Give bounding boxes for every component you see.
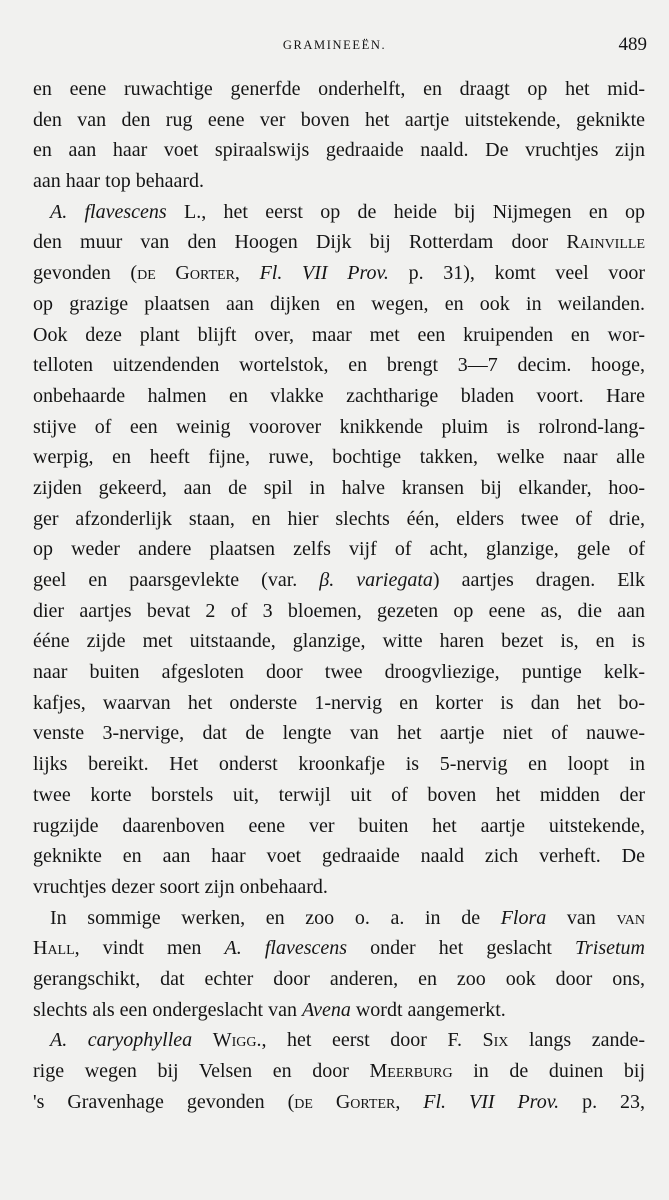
- small-caps-text: Hall: [33, 937, 75, 960]
- text-segment: ger afzonderlijk staan, en hier slechts één, elders twee of drie,: [33, 507, 645, 530]
- text-segment: en eene ruwachtige generfde onderhelft, en draagt op het mid-: [33, 78, 645, 100]
- text-segment: zijden gekeerd, aan de spil in halve kransen bij elkander, hoo-: [33, 476, 645, 499]
- italic-text: Avena: [301, 998, 351, 1021]
- text-segment: gerangschikt, dat echter door anderen, en zoo ook door ons,: [33, 967, 645, 990]
- text-segment: den van den rug eene ver boven het aartje uitstekende, geknikte: [33, 108, 645, 131]
- text-segment: gevonden (: [33, 262, 138, 285]
- small-caps-text: Six: [482, 1029, 509, 1052]
- text-segment: naar buiten afgesloten door twee droogvliezige, puntige kelk-: [33, 661, 645, 684]
- text-segment: ,: [234, 262, 260, 285]
- text-line: [33, 381, 645, 412]
- text-line: [33, 872, 645, 903]
- text-segment: ,: [395, 1090, 424, 1113]
- text-segment: en aan haar voet spiraalswijs gedraaide naald. De vruchtjes zijn: [33, 139, 645, 162]
- text-segment: op weder andere plaatsen zelfs vijf of acht, glanzige, gele of: [33, 538, 645, 561]
- text-segment: langs zande-: [508, 1029, 645, 1052]
- text-segment: geel en paarsgevlekte (var.: [33, 569, 320, 591]
- italic-text: β. variegata: [319, 569, 433, 591]
- running-head: [0, 36, 669, 58]
- text-line: [33, 1056, 645, 1087]
- text-line: [33, 258, 645, 289]
- text-segment: ééne zijde met uitstaande, glanzige, witte haren bezet is, en is: [33, 630, 645, 653]
- text-segment: van: [546, 906, 617, 929]
- small-caps-text: Wigg: [212, 1029, 257, 1052]
- text-line: [33, 964, 645, 995]
- text-segment: ) aartjes dragen. Elk: [432, 569, 645, 591]
- text-line: [33, 626, 645, 657]
- text-line: [33, 135, 645, 166]
- text-line: [33, 289, 645, 320]
- text-line: [33, 1087, 645, 1118]
- small-caps-text: van: [616, 906, 645, 929]
- italic-text: A. flavescens: [50, 200, 167, 223]
- text-line: [33, 688, 645, 719]
- text-line: [33, 933, 645, 964]
- text-segment: venste 3-nervige, dat de lengte van het aartje niet of nauwe-: [33, 722, 645, 745]
- text-segment: p. 31), komt veel voor: [388, 262, 646, 285]
- text-line: [33, 473, 645, 504]
- text-segment: wordt aangemerkt.: [350, 998, 506, 1021]
- text-line: [33, 320, 645, 351]
- text-line: [33, 74, 645, 105]
- text-segment: stijve of een weinig voorover knikkende pluim is rolrond-lang-: [33, 415, 645, 438]
- text-segment: den muur van den Hoogen Dijk bij Rotterdam door: [33, 231, 567, 254]
- text-segment: , vindt men: [74, 937, 225, 960]
- text-line: [33, 903, 645, 934]
- italic-text: Fl. VII Prov.: [423, 1090, 560, 1113]
- small-caps-text: de Gorter: [137, 262, 235, 285]
- text-segment: geknikte en aan haar voet gedraaide naald zich verheft. De: [33, 845, 645, 868]
- small-caps-text: Meerburg: [369, 1060, 453, 1082]
- text-segment: 's Gravenhage gevonden (: [33, 1090, 295, 1113]
- text-segment: rugzijde daarenboven eene ver buiten het aartje uitstekende,: [33, 814, 645, 837]
- italic-text: A. flavescens: [224, 937, 348, 960]
- text-line: [33, 1025, 645, 1056]
- text-line: [33, 780, 645, 811]
- text-segment: op grazige plaatsen aan dijken en wegen, en ook in weilanden.: [33, 292, 645, 315]
- text-segment: ., het eerst door F.: [256, 1029, 483, 1052]
- italic-text: A. caryophyllea: [50, 1029, 193, 1052]
- text-line: [33, 718, 645, 749]
- text-segment: aan haar top behaard.: [33, 170, 205, 193]
- page-number: 489: [618, 34, 647, 55]
- text-segment: onbehaarde halmen en vlakke zachtharige bladen voort. Hare: [33, 384, 645, 407]
- text-line: [33, 442, 645, 473]
- text-line: [33, 596, 645, 627]
- text-segment: vruchtjes dezer soort zijn onbehaard.: [33, 875, 328, 898]
- text-segment: In sommige werken, en zoo o. a. in de: [50, 906, 501, 929]
- text-segment: in de duinen bij: [452, 1060, 645, 1082]
- text-line: [33, 534, 645, 565]
- text-segment: kafjes, waarvan het onderste 1-nervig en korter is dan het bo-: [33, 691, 645, 714]
- text-segment: [192, 1029, 213, 1051]
- text-segment: werpig, en heeft fijne, ruwe, bochtige takken, welke naar alle: [33, 446, 645, 469]
- text-segment: Ook deze plant blijft over, maar met een kruipenden en wor-: [33, 323, 645, 346]
- text-segment: lijks bereikt. Het onderst kroonkafje is 5-nervig en loopt in: [33, 753, 645, 776]
- text-line: [33, 657, 645, 688]
- text-line: [33, 811, 645, 842]
- text-segment: rige wegen bij Velsen en door: [33, 1060, 370, 1082]
- running-title: GRAMINEEËN.: [282, 38, 387, 52]
- small-caps-text: Rainville: [566, 231, 645, 254]
- small-caps-text: de Gorter: [294, 1090, 396, 1113]
- text-segment: twee korte borstels uit, terwijl uit of boven het midden der: [33, 783, 645, 806]
- text-line: [33, 841, 645, 872]
- text-line: [33, 749, 645, 780]
- text-line: [33, 166, 645, 197]
- text-line: [33, 412, 645, 443]
- text-segment: p. 23,: [559, 1090, 646, 1113]
- text-line: [33, 995, 645, 1026]
- italic-text: Flora: [500, 906, 547, 929]
- italic-text: Fl. VII Prov.: [259, 262, 389, 285]
- text-line: [33, 504, 645, 535]
- text-segment: L., het eerst op de heide bij Nijmegen en op: [166, 200, 646, 223]
- text-segment: slechts als een ondergeslacht van: [33, 998, 302, 1021]
- text-line: [33, 227, 645, 258]
- text-line: [33, 105, 645, 136]
- body-text: [33, 74, 645, 1117]
- text-line: [33, 565, 645, 596]
- text-segment: dier aartjes bevat 2 of 3 bloemen, gezeten op eene as, die aan: [33, 599, 645, 622]
- text-segment: telloten uitzendenden wortelstok, en brengt 3—7 decim. hooge,: [33, 354, 645, 377]
- text-line: [33, 197, 645, 228]
- italic-text: Trisetum: [574, 937, 646, 960]
- text-line: [33, 350, 645, 381]
- text-segment: onder het geslacht: [347, 937, 575, 960]
